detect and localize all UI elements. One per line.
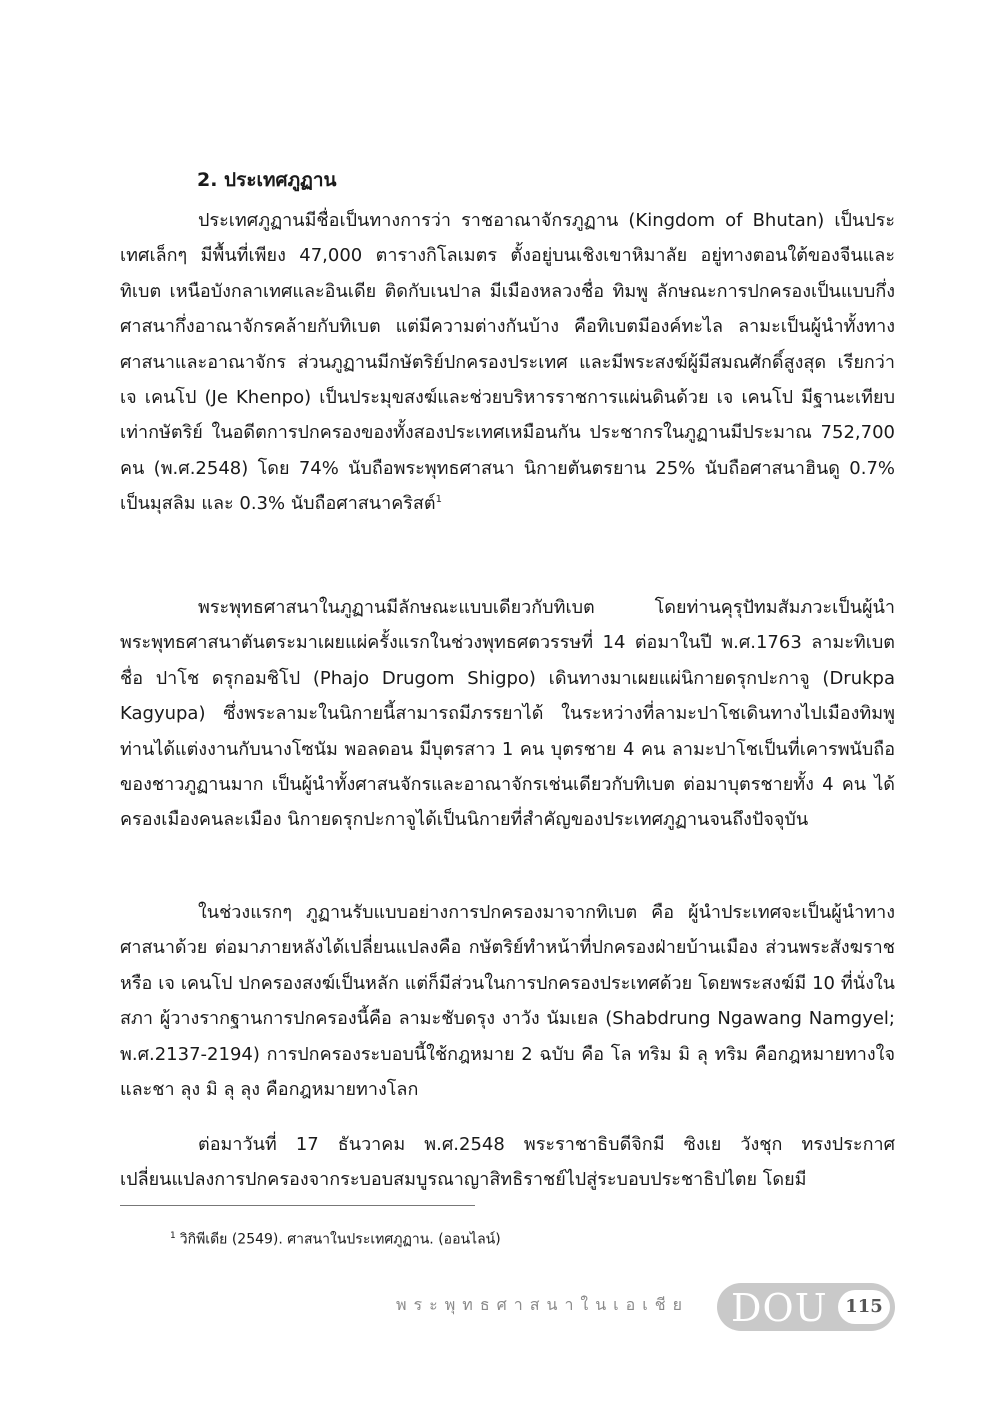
running-title: พระพุทธศาสนาในเอเชีย bbox=[396, 1295, 689, 1314]
body-paragraph-1 bbox=[120, 203, 895, 522]
body-paragraph-3: ในช่วงแรกๆ ภูฏานรับแบบอย่างการปกครองมาจากทิเบต คือ ผู้นำประเทศจะเป็นผู้นำทางศาสนาด้วย ต่อมาภายหลังได้เปลี่ยนแปลงคือ กษัตริย์ทำหน้าที่ปกครองฝ่ายบ้านเมือง ส่วนพระสังฆราชหรือ เจ เคนโป ปกครองสงฆ์เป็นหลัก แต่ก็มีส่วนในการปกครองประเทศด้วย โดยพระสงฆ์มี 10 ที่นั่งในสภา ผู้วางรากฐานการปกครองนี้คือ ลามะชับดรุง งาวัง นัมเยล (Shabdrung Ngawang Namgyel; พ.ศ.2137-2194) การปกครองระบอบนี้ใช้กฎหมาย 2 ฉบับ คือ โล ทริม มิ ลุ ทริม คือกฎหมายทางใจ และชา ลุง มิ ลุ ลุง คือกฎหมายทางโลก bbox=[120, 902, 895, 1101]
body-paragraph-4: ต่อมาวันที่ 17 ธันวาคม พ.ศ.2548 พระราชาธิบดีจิกมี ซิงเย วังชุก ทรงประกาศเปลี่ยนแปลงการปกครองจากระบอบสมบูรณาญาสิทธิราชย์ไปสู่ระบอบประชาธิปไตย โดยมี bbox=[120, 1134, 895, 1191]
page-number: 115 bbox=[838, 1290, 890, 1324]
section-heading: 2. ประเทศภูฏาน bbox=[197, 169, 337, 191]
dou-badge bbox=[717, 1283, 895, 1331]
footnote-text: วิกิพีเดีย (2549). ศาสนาในประเทศภูฏาน. (ออนไลน์) bbox=[179, 1231, 501, 1248]
footnote-divider bbox=[120, 1205, 475, 1206]
footnote-marker: 1 bbox=[170, 1231, 176, 1241]
footnote bbox=[170, 1226, 501, 1250]
body-paragraph-2: พระพุทธศาสนาในภูฏานมีลักษณะแบบเดียวกับทิเบต โดยท่านคุรุปัทมสัมภวะเป็นผู้นำพระพุทธศาสนาตันตระมาเผยแผ่ครั้งแรกในช่วงพุทธศตวรรษที่ 14 ต่อมาในปี พ.ศ.1763 ลามะทิเบตชื่อ ปาโช ดรุกอมชิโป (Phajo Drugom Shigpo) เดินทางมาเผยแผ่นิกายดรุกปะกาจู (Drukpa Kagyupa) ซึ่งพระลามะในนิกายนี้สามารถมีภรรยาได้ ในระหว่างที่ลามะปาโชเดินทางไปเมืองทิมพู ท่านได้แต่งงานกับนางโซนัม พอลดอน มีบุตรสาว 1 คน บุตรชาย 4 คน ลามะปาโชเป็นที่เคารพนับถือของชาวภูฏานมาก เป็นผู้นำทั้งศาสนจักรและอาณาจักรเช่นเดียวกับทิเบต ต่อมาบุตรชายทั้ง 4 คน ได้ครองเมืองคนละเมือง นิกายดรุกปะกาจูได้เป็นนิกายที่สำคัญของประเทศภูฏานจนถึงปัจจุบัน bbox=[120, 597, 895, 831]
dou-logo: DOU bbox=[731, 1286, 828, 1330]
paragraph-1-text: ประเทศภูฏานมีชื่อเป็นทางการว่า ราชอาณาจักรภูฏาน (Kingdom of Bhutan) เป็นประเทศเล็กๆ มีพื้นที่เพียง 47,000 ตารางกิโลเมตร ตั้งอยู่บนเชิงเขาหิมาลัย อยู่ทางตอนใต้ของจีนและทิเบต เหนือบังกลาเทศและอินเดีย ติดกับเนปาล มีเมืองหลวงชื่อ ทิมพู ลักษณะการปกครองเป็นแบบกึ่งศาสนากึ่งอาณาจักรคล้ายกับทิเบต แต่มีความต่างกันบ้าง คือทิเบตมีองค์ทะไล ลามะเป็นผู้นำทั้งทางศาสนาและอาณาจักร ส่วนภูฏานมีกษัตริย์ปกครองประเทศ และมีพระสงฆ์ผู้มีสมณศักดิ์สูงสุด เรียกว่า เจ เคนโป (Je Khenpo) เป็นประมุขสงฆ์และช่วยบริหารราชการแผ่นดินด้วย เจ เคนโป มีฐานะเทียบเท่ากษัตริย์ ในอดีตการปกครองของทั้งสองประเทศเหมือนกัน ประชากรในภูฏานมีประมาณ 752,700 คน (พ.ศ.2548) โดย 74% นับถือพระพุทธศาสนา นิกายตันตรยาน 25% นับถือศาสนาฮินดู 0.7% เป็นมุสลิม และ 0.3% นับถือศาสนาคริสต์ bbox=[120, 210, 895, 515]
footnote-reference[interactable]: 1 bbox=[435, 494, 442, 506]
